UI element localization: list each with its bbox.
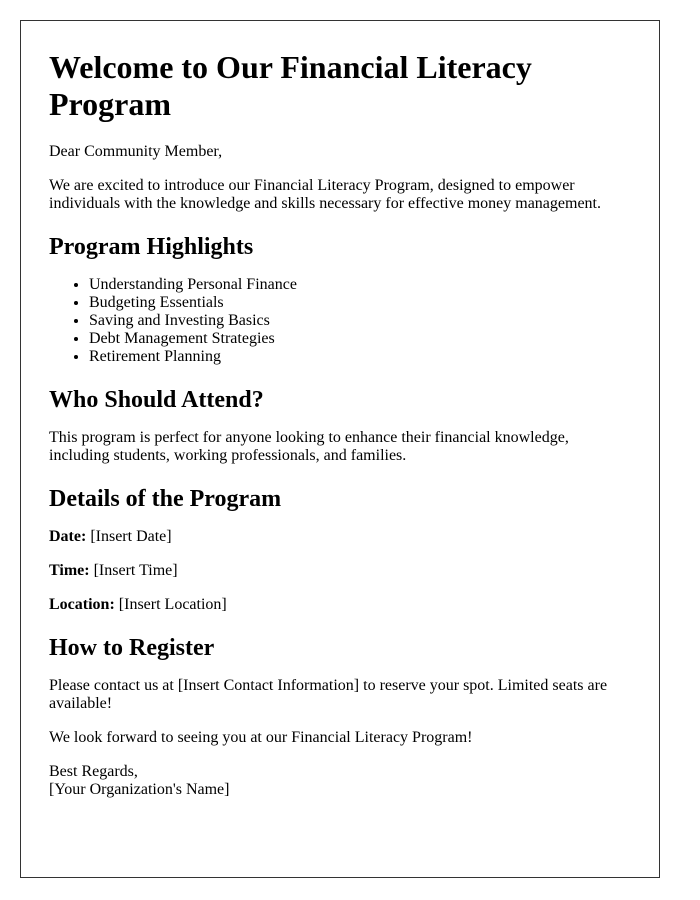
list-item: • Debt Management Strategies bbox=[89, 330, 631, 348]
letter-page bbox=[20, 20, 660, 878]
audience-heading: Who Should Attend? bbox=[49, 387, 264, 413]
closing-line: We look forward to seeing you at our Financial Literacy Program! bbox=[49, 729, 473, 746]
signoff: Best Regards, bbox=[49, 763, 138, 780]
time-line bbox=[49, 562, 631, 580]
list-item: • Saving and Investing Basics bbox=[89, 312, 631, 330]
list-item: • Budgeting Essentials bbox=[89, 294, 631, 312]
details-heading: Details of the Program bbox=[49, 486, 282, 512]
page-title: Welcome to Our Financial Literacy Program bbox=[49, 49, 532, 122]
list-item: • Understanding Personal Finance bbox=[89, 276, 631, 294]
date-value: [Insert Date] bbox=[90, 528, 172, 545]
register-heading: How to Register bbox=[49, 635, 215, 661]
time-label: Time: bbox=[49, 562, 90, 579]
intro-paragraph: We are excited to introduce our Financial Literacy Program, designed to empower individuals with the knowledge and skills necessary for effective money management. bbox=[49, 177, 601, 212]
date-line bbox=[49, 528, 631, 546]
highlights-list bbox=[49, 276, 631, 366]
highlights-heading: Program Highlights bbox=[49, 234, 254, 260]
signature: [Your Organization's Name] bbox=[49, 781, 230, 798]
time-value: [Insert Time] bbox=[93, 562, 178, 579]
salutation: Dear Community Member, bbox=[49, 143, 223, 160]
signature-block bbox=[49, 763, 631, 799]
date-label: Date: bbox=[49, 528, 87, 545]
audience-paragraph: This program is perfect for anyone looking to enhance their financial knowledge, including students, working professionals, and families. bbox=[49, 429, 569, 464]
register-paragraph: Please contact us at [Insert Contact Information] to reserve your spot. Limited seats are available! bbox=[49, 677, 608, 712]
location-line bbox=[49, 596, 631, 614]
list-item: • Retirement Planning bbox=[89, 348, 631, 366]
location-value: [Insert Location] bbox=[118, 596, 227, 613]
location-label: Location: bbox=[49, 596, 115, 613]
